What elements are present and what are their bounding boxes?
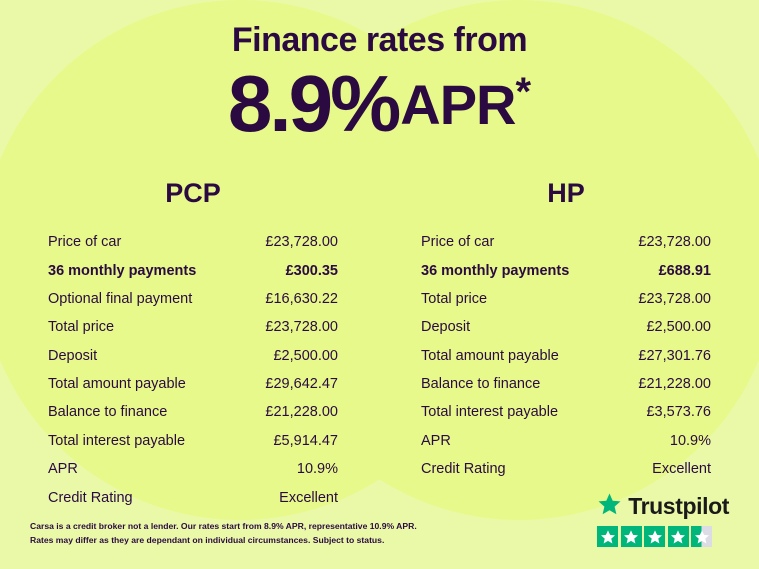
row-value: £21,228.00 [265,404,338,421]
row-label: Total amount payable [421,347,559,364]
row-value: £300.35 [285,262,338,279]
rate-asterisk: * [515,70,532,114]
row-label: Optional final payment [48,290,193,307]
row-label: Total price [48,319,115,336]
row-value: 10.9% [296,461,338,478]
table-row [421,256,711,284]
trustpilot-logo [597,492,729,521]
column-title-pcp: PCP [165,178,221,208]
row-label: Balance to finance [421,376,541,393]
disclaimer-line-2: Rates may differ as they are dependant on individual circumstances. Subject to status. [30,534,385,545]
row-value: £23,728.00 [265,234,338,251]
row-value: £688.91 [658,262,711,279]
table-row [421,427,711,455]
row-label: 36 monthly payments [48,262,197,279]
row-label: Deposit [48,347,98,364]
row-value: £5,914.47 [273,432,338,449]
row-value: £27,301.76 [638,347,711,364]
row-value: £23,728.00 [265,319,338,336]
row-value: £23,728.00 [638,234,711,251]
finance-column-hp [421,178,711,512]
row-value: £3,573.76 [646,404,711,421]
table-row [421,228,711,256]
row-label: APR [421,432,451,449]
star-icon [644,526,665,547]
column-title-hp: HP [547,178,585,208]
table-row [421,285,711,313]
star-icon [597,526,618,547]
row-label: APR [48,461,78,478]
disclaimer-text [30,520,417,547]
row-label: Price of car [421,234,495,251]
trustpilot-star-icon [597,492,622,521]
table-row [48,228,338,256]
trustpilot-rating [597,492,729,547]
row-label: Total price [421,290,488,307]
table-row [48,256,338,284]
table-row [48,455,338,483]
table-row [48,342,338,370]
star-icon [621,526,642,547]
row-label: Total amount payable [48,376,186,393]
row-label: Balance to finance [48,404,168,421]
table-row [421,398,711,426]
row-label: Total interest payable [48,432,186,449]
row-label: Credit Rating [421,461,506,478]
row-value: £16,630.22 [265,290,338,307]
row-value: £2,500.00 [273,347,338,364]
row-value: £2,500.00 [646,319,711,336]
table-row [48,398,338,426]
page-title: Finance rates from [231,21,528,59]
table-row [421,370,711,398]
star-half-icon [691,526,712,547]
trustpilot-name: Trustpilot [628,493,729,519]
row-value: 10.9% [669,432,711,449]
footer [0,489,759,569]
disclaimer-line-1: Carsa is a credit broker not a lender. Our rates start from 8.9% APR, representative 10.9% APR. [30,521,417,532]
finance-column-pcp [48,178,338,512]
table-row [421,313,711,341]
row-value: £21,228.00 [638,376,711,393]
row-label: Price of car [48,234,122,251]
table-row [421,342,711,370]
row-value: £23,728.00 [638,290,711,307]
row-label: Credit Rating [48,489,133,506]
row-label: 36 monthly payments [421,262,570,279]
table-row [48,370,338,398]
rate-headline [0,59,759,148]
star-icon [668,526,689,547]
table-row [48,285,338,313]
trustpilot-stars [597,526,712,547]
rate-unit: APR [400,72,516,136]
row-label: Total interest payable [421,404,559,421]
row-value: Excellent [279,489,338,506]
table-row [48,427,338,455]
row-value: £29,642.47 [265,376,338,393]
finance-comparison [0,178,759,512]
row-label: Deposit [421,319,471,336]
row-value: Excellent [652,461,711,478]
table-row [48,313,338,341]
table-row [421,455,711,483]
rate-value: 8.9% [227,59,399,148]
